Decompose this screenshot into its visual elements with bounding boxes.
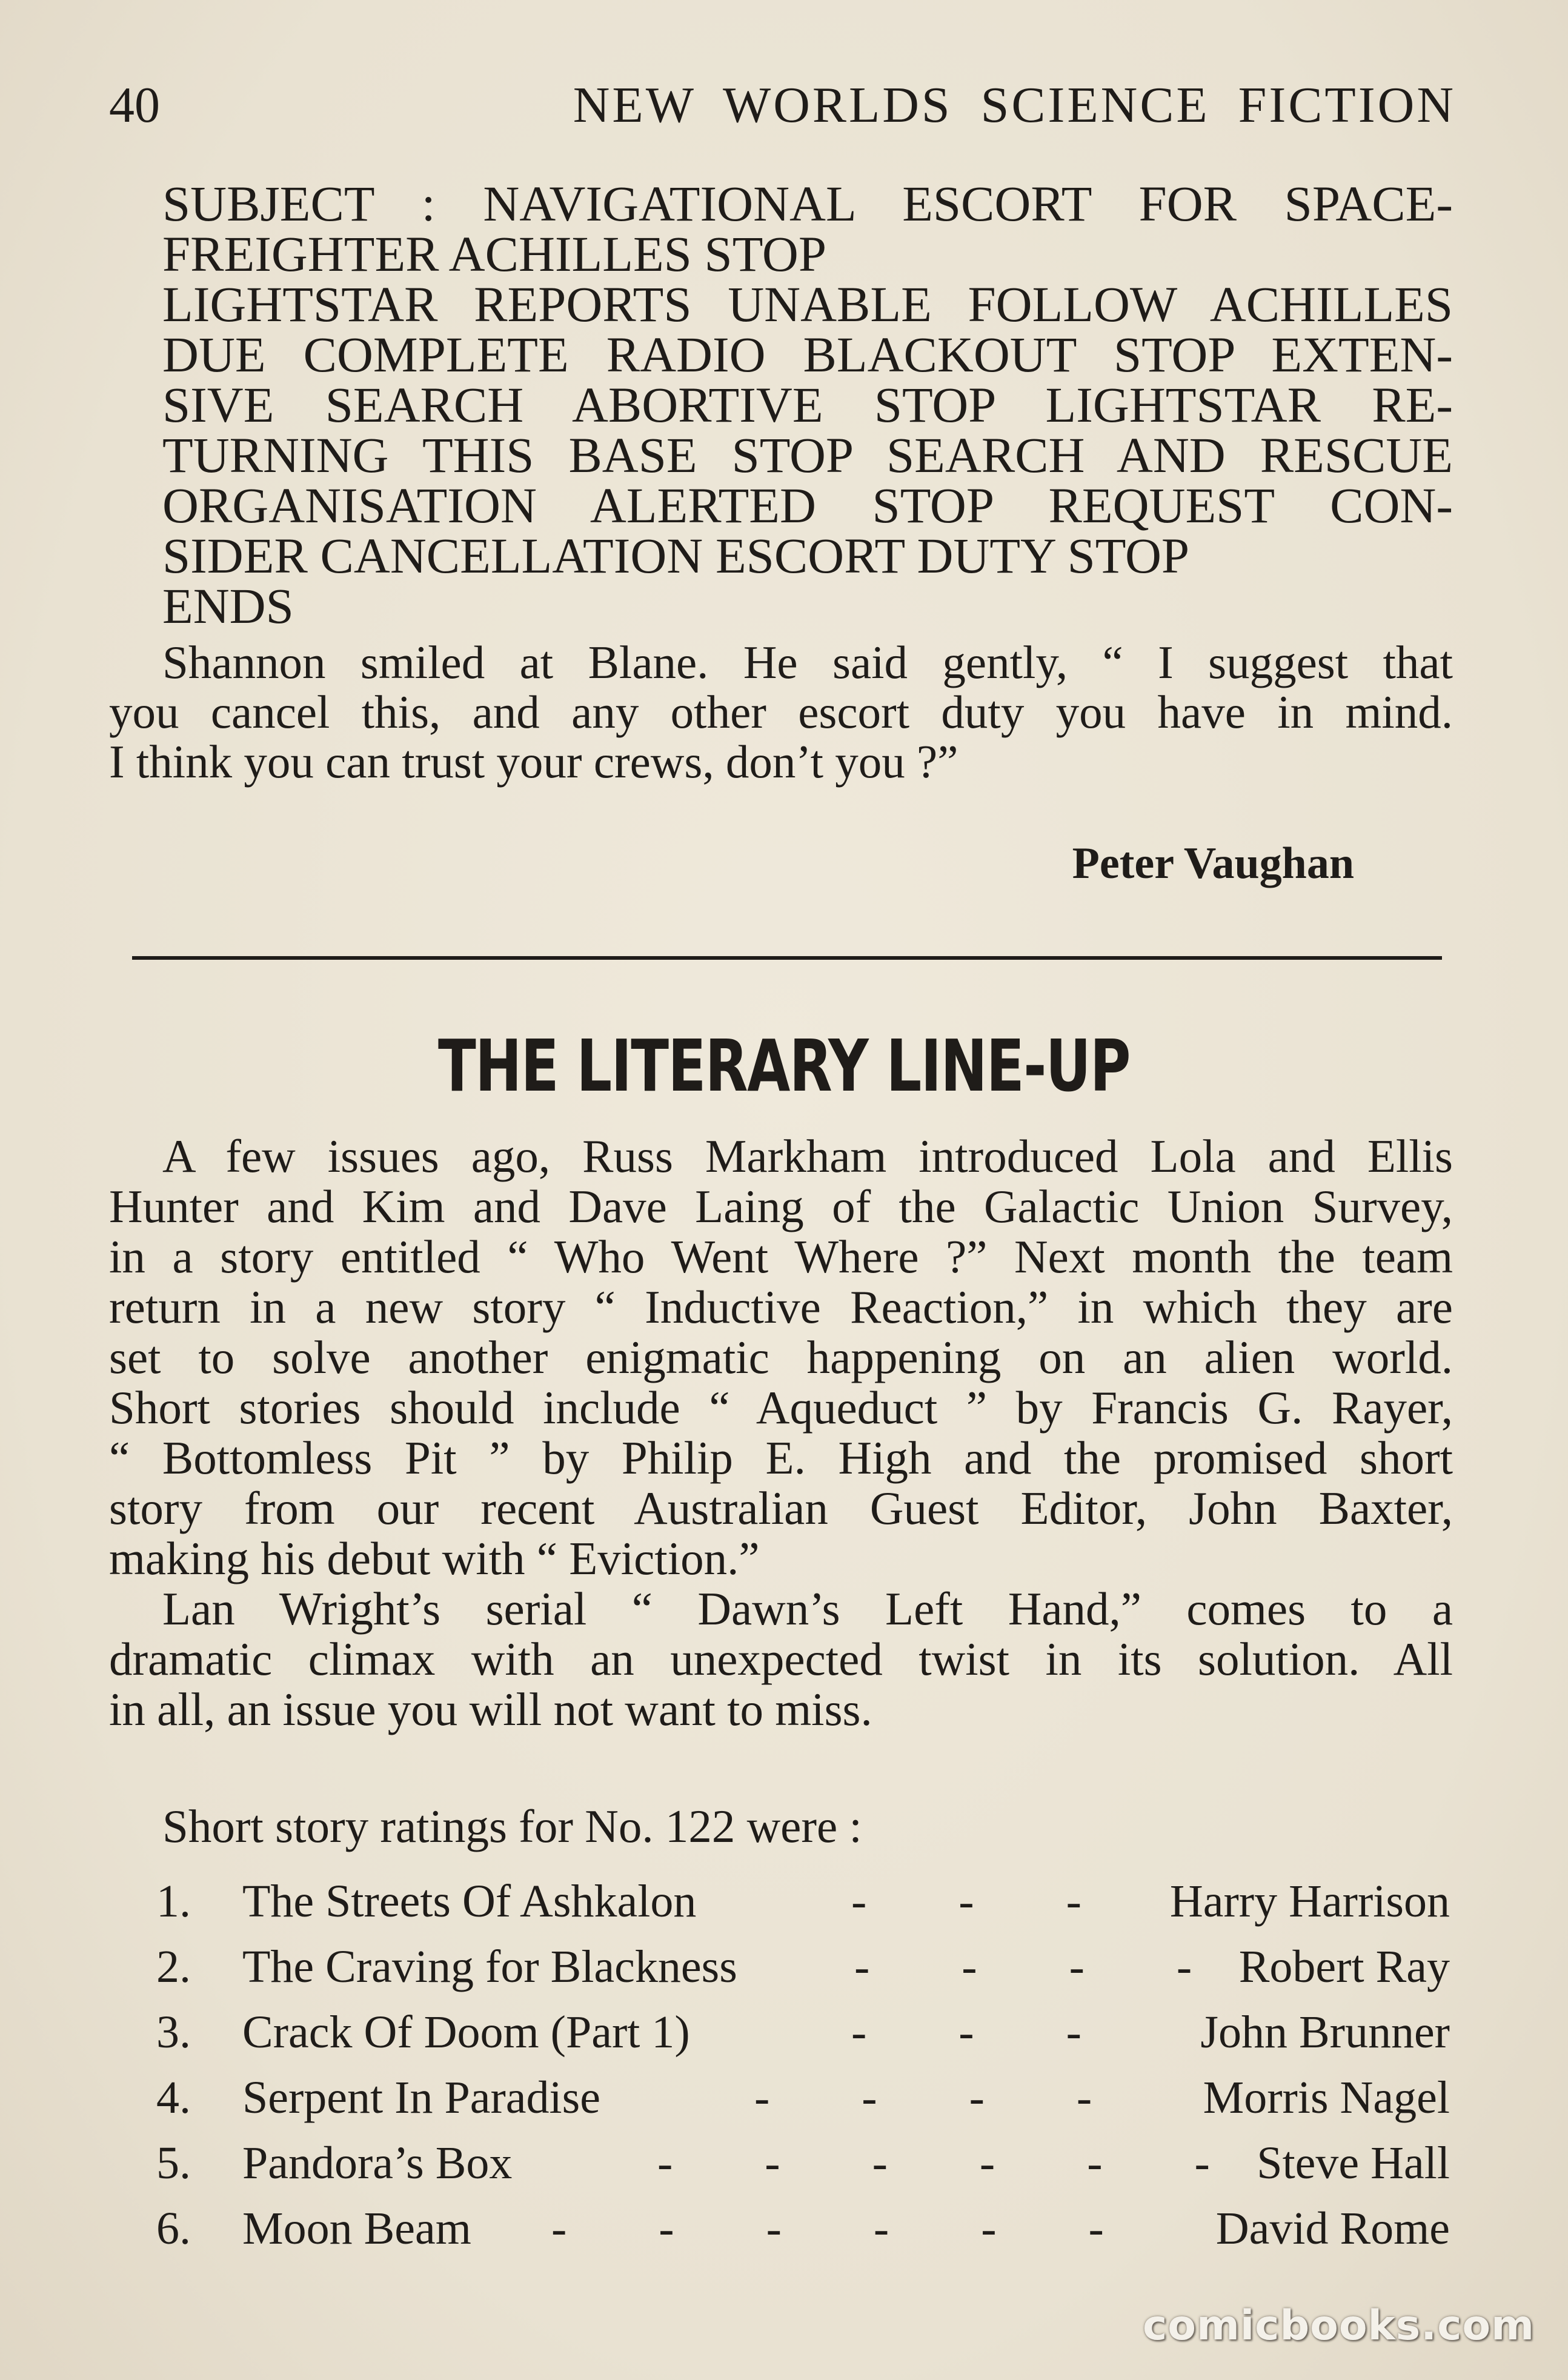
dot-leader: - - - - — [854, 1941, 1192, 1992]
story-author: Morris Nagel — [1203, 2072, 1450, 2123]
rating-number: 6. — [156, 2203, 191, 2254]
dot-leader: - - - — [851, 1876, 1081, 1927]
article-line: A few issues ago, Russ Markham introduced Lola and Ellis — [162, 1130, 1453, 1182]
story-title: Serpent In Paradise — [242, 2072, 600, 2123]
rating-row — [0, 2072, 1568, 2132]
article-line: return in a new story “ Inductive Reaction,” in which they are — [109, 1281, 1453, 1333]
rating-row — [0, 2006, 1568, 2067]
story-title: Moon Beam — [242, 2203, 471, 2254]
rating-number: 5. — [156, 2138, 191, 2189]
story-author: Robert Ray — [1238, 1941, 1450, 1992]
telegram-line: SIVE SEARCH ABORTIVE STOP LIGHTSTAR RE- — [162, 377, 1453, 433]
telegram-line: ENDS — [162, 578, 294, 634]
story-title: Pandora’s Box — [242, 2138, 513, 2189]
telegram-line: SUBJECT : NAVIGATIONAL ESCORT FOR SPACE- — [162, 176, 1453, 231]
rating-row — [0, 1875, 1568, 1936]
article-line: dramatic climax with an unexpected twist in its solution. All — [109, 1633, 1453, 1685]
telegram-line: DUE COMPLETE RADIO BLACKOUT STOP EXTEN- — [162, 327, 1453, 382]
rating-number: 1. — [156, 1876, 191, 1927]
article-line: story from our recent Australian Guest Editor, John Baxter, — [109, 1482, 1453, 1534]
story-author: Steve Hall — [1257, 2138, 1450, 2189]
article-line: making his debut with “ Eviction.” — [109, 1532, 760, 1584]
story-author: Harry Harrison — [1169, 1876, 1450, 1927]
telegram-line: FREIGHTER ACHILLES STOP — [162, 226, 827, 282]
story-title: Crack Of Doom (Part 1) — [242, 2007, 690, 2058]
article-line: Hunter and Kim and Dave Laing of the Galactic Union Survey, — [109, 1180, 1453, 1232]
article-line: set to solve another enigmatic happening on an alien world. — [109, 1331, 1453, 1383]
paragraph-line: you cancel this, and any other escort duty you have in mind. — [109, 686, 1453, 738]
site-watermark: comicbooks.com — [1142, 2302, 1535, 2350]
running-title: NEW WORLDS SCIENCE FICTION — [573, 77, 1456, 133]
telegram-line: SIDER CANCELLATION ESCORT DUTY STOP — [162, 528, 1190, 583]
rating-number: 3. — [156, 2007, 191, 2058]
dot-leader: - - - - - - — [657, 2138, 1210, 2189]
ratings-intro: Short story ratings for No. 122 were : — [162, 1800, 862, 1852]
telegram-line: ORGANISATION ALERTED STOP REQUEST CON- — [162, 477, 1453, 533]
dot-leader: - - - — [851, 2007, 1081, 2058]
story-author: John Brunner — [1200, 2007, 1450, 2058]
dot-leader: - - - - — [754, 2072, 1092, 2123]
article-line: in a story entitled “ Who Went Where ?” Next month the team — [109, 1231, 1453, 1283]
article-line: in all, an issue you will not want to miss. — [109, 1683, 872, 1735]
paragraph-line: I think you can trust your crews, don’t you ?” — [109, 736, 958, 788]
rating-row — [0, 2137, 1568, 2198]
article-line: “ Bottomless Pit ” by Philip E. High and the promised short — [109, 1432, 1453, 1484]
rating-row — [0, 1941, 1568, 2001]
story-author: David Rome — [1215, 2203, 1450, 2254]
article-line: Short stories should include “ Aqueduct ” by Francis G. Rayer, — [109, 1381, 1453, 1434]
story-title: The Streets Of Ashkalon — [242, 1876, 697, 1927]
article-line: Lan Wright’s serial “ Dawn’s Left Hand,” comes to a — [162, 1583, 1453, 1635]
section-divider — [132, 956, 1442, 960]
page-number: 40 — [109, 77, 160, 133]
author-signature: Peter Vaughan — [1072, 839, 1354, 888]
paragraph-line: Shannon smiled at Blane. He said gently, “ I suggest that — [162, 636, 1453, 688]
page-header — [109, 76, 1456, 142]
telegram-line: LIGHTSTAR REPORTS UNABLE FOLLOW ACHILLES — [162, 276, 1453, 332]
rating-number: 4. — [156, 2072, 191, 2123]
telegram-line: TURNING THIS BASE STOP SEARCH AND RESCUE — [162, 427, 1453, 483]
rating-row — [0, 2202, 1568, 2263]
story-title: The Craving for Blackness — [242, 1941, 737, 1992]
dot-leader: - - - - - - — [551, 2203, 1104, 2254]
rating-number: 2. — [156, 1941, 191, 1992]
section-heading: THE LITERARY LINE-UP — [438, 1024, 1130, 1108]
